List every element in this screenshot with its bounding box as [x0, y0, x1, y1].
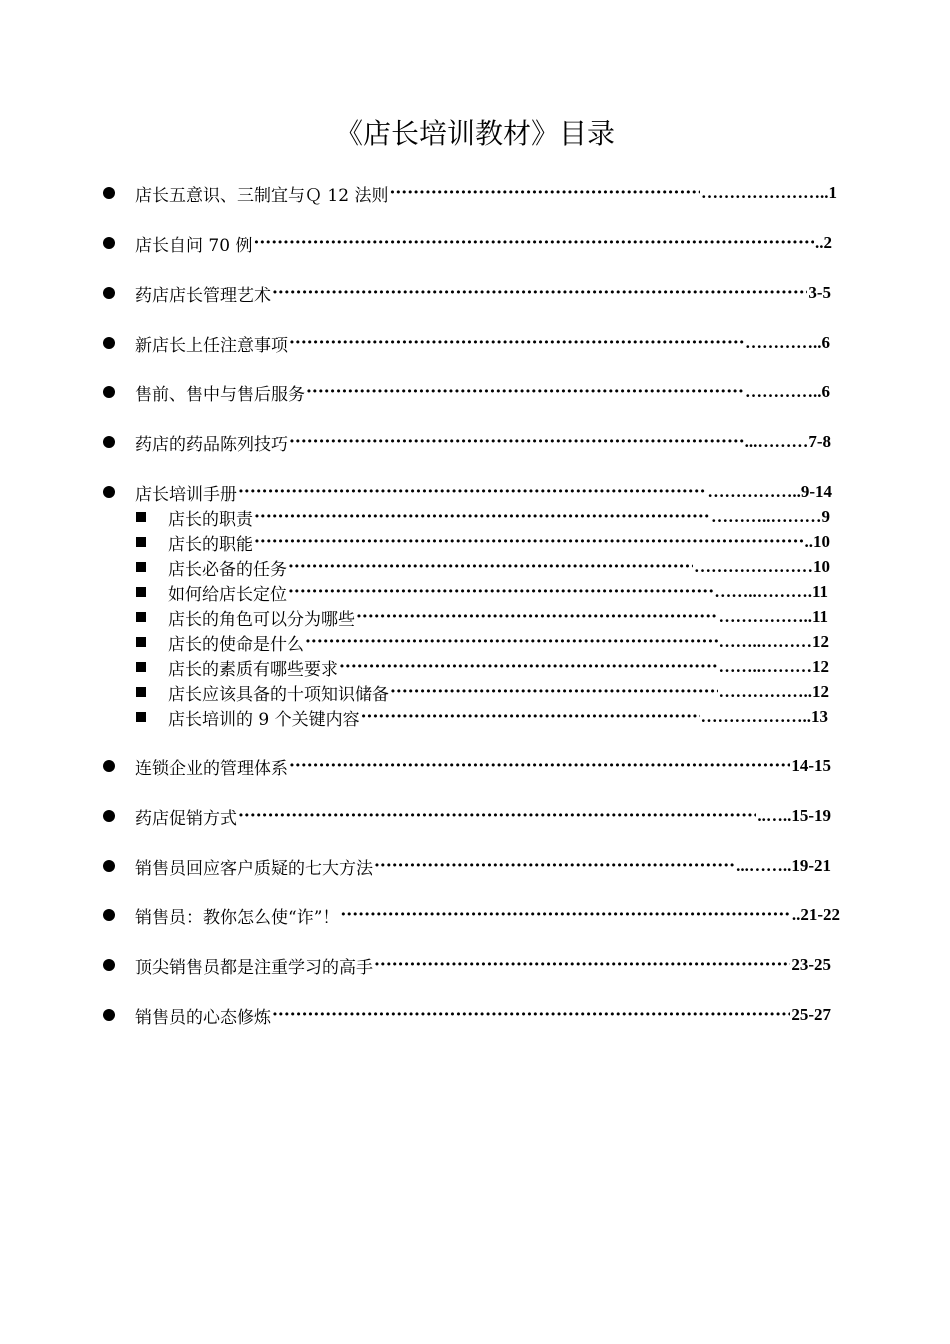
toc-entry[interactable] — [135, 430, 831, 454]
bullet-icon — [103, 760, 115, 772]
toc-subentry[interactable] — [168, 680, 829, 704]
bullet-icon — [103, 187, 115, 199]
toc-subentry-label: 店长的素质有哪些要求 — [168, 659, 338, 679]
toc-entry-label: 销售员：教你怎么使“诈”！ — [135, 907, 340, 927]
toc-entry-label: 药店店长管理艺术 — [135, 285, 271, 305]
dot-leader — [289, 333, 744, 353]
toc-entry[interactable] — [135, 281, 831, 305]
bullet-icon — [103, 337, 115, 349]
toc-subentry-page: ..10 — [804, 532, 830, 551]
toc-subentry-label: 店长的职责 — [168, 509, 253, 529]
toc-entry-page: 25-27 — [791, 1005, 831, 1024]
toc-entry-page: 3-5 — [808, 283, 831, 302]
toc-entry-label: 顶尖销售员都是注重学习的高手 — [135, 957, 373, 977]
toc-entry-label: 销售员的心态修炼 — [135, 1007, 271, 1027]
toc-entry-label: 药店促销方式 — [135, 808, 237, 828]
toc-subentry[interactable] — [168, 580, 828, 604]
square-bullet-icon — [136, 587, 146, 597]
dot-leader — [289, 756, 790, 776]
toc-entry-page: …………..6 — [745, 333, 830, 352]
toc-entry-label: 销售员回应客户质疑的七大方法 — [135, 858, 373, 878]
toc-subentry[interactable] — [168, 505, 830, 529]
dot-leader — [288, 557, 693, 577]
toc-entry-page: ..2 — [815, 233, 832, 252]
toc-entry-label: 连锁企业的管理体系 — [135, 758, 288, 778]
bullet-icon — [103, 810, 115, 822]
toc-subentry-label: 店长的使命是什么 — [168, 634, 304, 654]
square-bullet-icon — [136, 712, 146, 722]
toc-entry-page: ...……..19-21 — [736, 856, 831, 875]
toc-subentry-page: ……..………12 — [718, 657, 829, 676]
toc-subentry-page: ……..……….11 — [714, 582, 828, 601]
toc-entry-page: …………………..1 — [701, 183, 837, 202]
dot-leader — [374, 955, 790, 975]
toc-subentry-page: ………………..13 — [700, 707, 828, 726]
square-bullet-icon — [136, 687, 146, 697]
toc-entry[interactable] — [135, 1003, 831, 1027]
square-bullet-icon — [136, 562, 146, 572]
dot-leader — [272, 1005, 790, 1025]
toc-entry[interactable] — [135, 903, 840, 927]
dot-leader — [289, 432, 744, 452]
toc-subentry[interactable] — [168, 655, 829, 679]
toc-subentry-page: …………………10 — [694, 557, 830, 576]
dot-leader — [356, 607, 717, 627]
dot-leader — [272, 283, 807, 303]
bullet-icon — [103, 386, 115, 398]
toc-entry-label: 店长培训手册 — [135, 484, 237, 504]
toc-subentry-page: ……..………12 — [718, 632, 829, 651]
square-bullet-icon — [136, 512, 146, 522]
toc-entry[interactable] — [135, 804, 831, 828]
dot-leader — [389, 183, 700, 203]
bullet-icon — [103, 909, 115, 921]
toc-entry[interactable] — [135, 754, 831, 778]
toc-subentry-label: 店长应该具备的十项知识储备 — [168, 684, 389, 704]
toc-entry[interactable] — [135, 854, 831, 878]
dot-leader — [390, 682, 718, 702]
dot-leader — [339, 657, 718, 677]
dot-leader — [374, 856, 735, 876]
page-title: 《店长培训教材》目录 — [334, 117, 615, 150]
toc-entry-page: 23-25 — [791, 955, 831, 974]
toc-entry-page: ……………..9-14 — [707, 482, 832, 501]
bullet-icon — [103, 237, 115, 249]
toc-subentry-label: 店长培训的 9 个关键内容 — [168, 709, 360, 729]
dot-leader — [238, 482, 706, 502]
square-bullet-icon — [136, 637, 146, 647]
dot-leader — [305, 632, 718, 652]
dot-leader — [238, 806, 756, 826]
toc-subentry-page: ………..………9 — [711, 507, 830, 526]
dot-leader — [340, 905, 790, 925]
toc-entry[interactable] — [135, 480, 832, 504]
bullet-icon — [103, 486, 115, 498]
square-bullet-icon — [136, 662, 146, 672]
square-bullet-icon — [136, 612, 146, 622]
toc-entry[interactable] — [135, 331, 830, 355]
toc-entry-label: 售前、售中与售后服务 — [135, 384, 305, 404]
toc-entry-label: 店长自问 70 例 — [135, 235, 253, 255]
toc-entry-label: 新店长上任注意事项 — [135, 335, 288, 355]
dot-leader — [288, 582, 713, 602]
bullet-icon — [103, 287, 115, 299]
toc-subentry[interactable] — [168, 605, 828, 629]
square-bullet-icon — [136, 537, 146, 547]
bullet-icon — [103, 860, 115, 872]
toc-subentry-label: 如何给店长定位 — [168, 584, 287, 604]
toc-entry-label: 店长五意识、三制宜与Ｑ 12 法则 — [135, 185, 389, 205]
toc-entry-page: ...………7-8 — [744, 432, 831, 451]
toc-entry[interactable] — [135, 181, 837, 205]
bullet-icon — [103, 959, 115, 971]
toc-subentry-page: ……………..12 — [718, 682, 829, 701]
toc-subentry-page: ……………..11 — [718, 607, 828, 626]
dot-leader — [254, 532, 804, 552]
dot-leader — [306, 382, 744, 402]
toc-entry-page: ..…..15-19 — [757, 806, 831, 825]
toc-entry-page: ..21-22 — [791, 905, 840, 924]
toc-entry[interactable] — [135, 380, 830, 404]
toc-entry-label: 药店的药品陈列技巧 — [135, 434, 288, 454]
toc-subentry[interactable] — [168, 705, 828, 729]
toc-subentry[interactable] — [168, 555, 830, 579]
toc-entry-page: 14-15 — [791, 756, 831, 775]
toc-subentry-label: 店长必备的任务 — [168, 559, 287, 579]
toc-subentry[interactable] — [168, 530, 830, 554]
toc-subentry[interactable] — [168, 630, 829, 654]
toc-subentry-label: 店长的角色可以分为哪些 — [168, 609, 355, 629]
bullet-icon — [103, 1009, 115, 1021]
dot-leader — [361, 707, 700, 727]
dot-leader — [254, 507, 710, 527]
toc-subentry-label: 店长的职能 — [168, 534, 253, 554]
dot-leader — [253, 233, 814, 253]
toc-entry[interactable] — [135, 231, 832, 255]
toc-entry-page: …………..6 — [745, 382, 830, 401]
toc-entry[interactable] — [135, 953, 831, 977]
bullet-icon — [103, 436, 115, 448]
